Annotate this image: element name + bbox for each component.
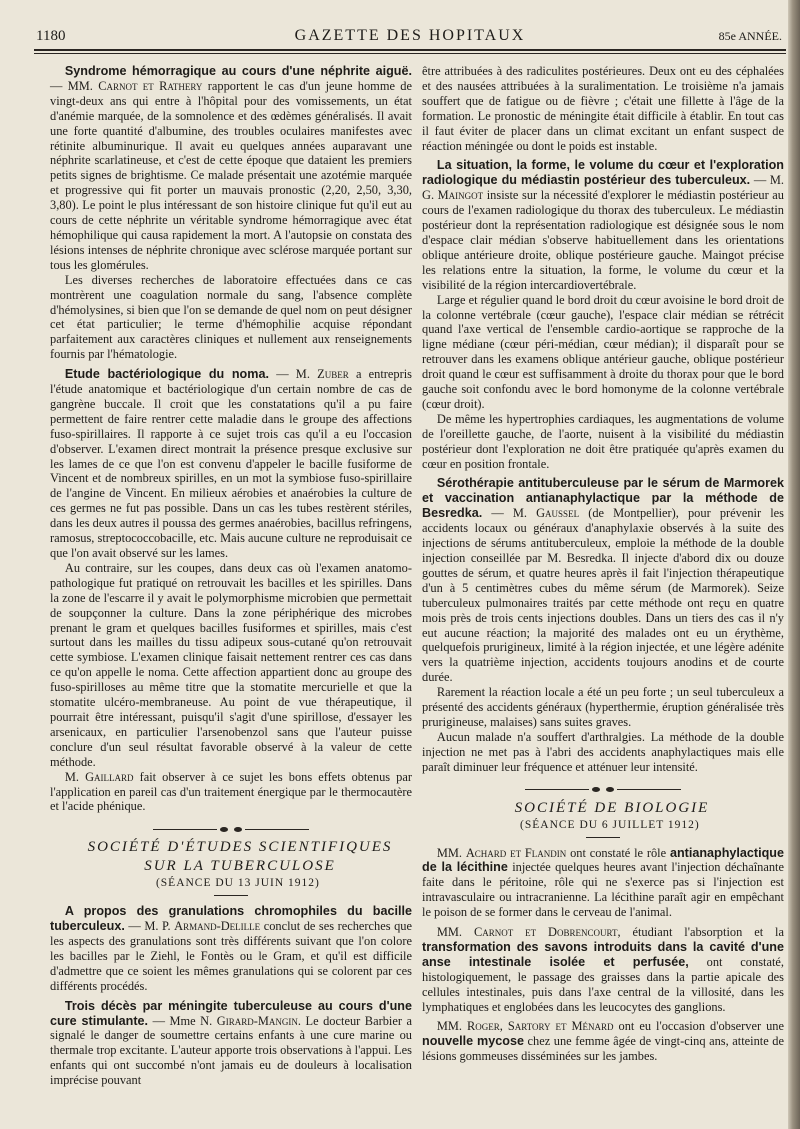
article-title: Etude bactériologique du noma. [64,367,269,382]
header-rule-thin [34,53,786,54]
page-number: 1180 [36,28,66,44]
article-authors: Carnot et Dobrencourt [473,925,618,940]
article-title: Sérothérapie antituberculeuse par le sérum de Marmorek et vaccination antianaphylactique par la méthode de Besredka. [422,476,784,521]
article-author: Zuber [317,367,349,382]
article-text: — Mme N. [148,1013,217,1028]
header-rule [34,49,786,51]
article-authors: Roger, Sartory et Ménard [467,1019,614,1034]
article-title: A propos des granulations chromophiles du bacille tuberculeux. [50,904,412,934]
article-text: . Le docteur Barbier a signalé le danger de soumettre certains enfants à une cure marine ou thermale trop excitante. L'auteur apporte trois observations à l'appui. Les enfants qui ont succombé n'ont jamais eu de douleurs à localisation imprécise pouvant [50,1013,412,1088]
article-granulations [50,904,412,993]
left-column [50,64,412,1088]
article-text: , étudiant l'absorption et la [617,925,784,940]
journal-title: GAZETTE DES HOPITAUX [294,27,526,44]
article-title: nouvelle mycose [422,1034,524,1049]
article-continuation: être attribuées à des radiculites postérieures. Deux ont eu des céphalées et des nausées attribuées à la suralimentation. Le troisième n'a jamais souffert que de fatigue ou de fièvre ; c'était une fillette à l'âge de la formation. Le pronostic de méningite était difficile à établir. En tout cas il faut éviter de placer dans un climat excitant un enfant suspect de réaction méningée ou dont le poids est instable. [422,64,784,153]
article-text: chez une femme âgée de vingt-cinq ans, atteinte de lésions gommeuses disséminées sur les jambes. [422,1034,784,1064]
section-title-line2: SUR LA TUBERCULOSE [144,858,336,875]
article-title: La situation, la forme, le volume du cœur et l'exploration radiologique du médiastin postérieur des tuberculeux. [422,158,784,188]
article-author: Gaillard [85,769,134,784]
article-text: MM. [436,1019,467,1034]
article-text: MM. [436,845,466,860]
article-paragraph: Large et régulier quand le bord droit du cœur avoisine le bord droit de la colonne vertébrale (cœur gauche), l'espace clair médian se rétrécit quand l'axe vertical de l'ensemble cardio-aortique se rapproche de la ligne médiane (cœur péri-médian, cœur médian); il disparaît pour se retrouver dans les examens oblique antérieur gauche, oblique postérieur droit quand le cœur est suffisamment à droite du thorax pour que le bord gauche soit confondu avec le bord homonyme de la colonne vertébrale (cœur droit). [422,292,784,411]
article-author: Armand-Delille [174,919,261,934]
article-text: rapportent le cas d'un jeune homme de vingt-deux ans qui entre à l'hôpital pour des vomissements, un état d'anémie marquée, de la somnolence et des œdèmes généralisés. Il avait une forte quantité d'albumine, des troubles oculaires manifestes avec rétinite albuminurique. Il avait eu quelques années auparavant une néphrite scarlatineuse, et c'est de cette époque que dataient les premiers petits signes de brightisme. Ce malade présentait une azotémie marquée et progressive qui fit porter un mauvais pronostic (2,20, 2,50, 3,30, 3,80). Le point le plus intéressant de son histoire clinique fut qu'il eut au cours de cette néphrite un véritable syndrome hémorragique avec état hémophilique qui causa rapidement la mort. A l'autopsie on constata des lésions intenses de néphrite chronique avec sclérose marquée portant sur tous les glomérules. [50,78,412,272]
article-paragraph: Au contraire, sur les coupes, dans deux cas où l'examen anatomo-pathologique fut pratiqué on retrouvait les bacilles et les spirilles. Dans la zone de l'escarre il y avait le polymorphisme microbien que permettait de soupçonner la culture. Dans la zone périphérique des microbes prenant le gram et quelques bacilles fusiformes et spirilles, mais c'est surtout dans les mailles du tissu adipeux sous-cutané qu'on retrouvait cette symbiose. L'examen clinique faisait nettement rentrer ces cas dans ce qu'on appelle le noma. Cette affection appartient donc au groupe des fuso-spirilloses au même titre que la stomatite mercurielle et que la stomatite ulcéro-membraneuse. Au point de vue thérapeutique, il pourrait être intéressant, puisqu'il s'agit d'une spirillose, d'essayer les arsenicaux, en particulier l'arsenobenzol sans que l'auteur puisse conclure d'un seul résultat favorable observé à la valeur de cette méthode. [50,560,412,769]
article-mediastinum [422,158,784,292]
section-date: (SÉANCE DU 13 JUIN 1912) [155,877,320,890]
section-ornament [422,785,784,793]
article-paragraph: Rarement la réaction locale a été un peu forte ; un seul tuberculeux a présenté des accidents généraux (hyperthermie, éruption généralisée très prurigineuse, malaises) sans suites graves. [422,685,784,729]
article-text: a entrepris l'étude anatomique et bactériologique d'un certain nombre de cas de gangrène buccale. Il croit que les constatations qu'il a pu faire permettent de faire rentrer cette maladie dans le groupe des affections fuso-spirillaires. Il rapporte à ce sujet trois cas qu'il a eu l'occasion d'observer. L'examen direct montrait la présence presque exclusive sur les lames de ce que l'on est convenu d'appeler le bacille fusiforme de Vincent et de nombreux spirilles, en un mot la symbiose fuso-spirillaire de l'angine de Vincent. En milieux aérobies et anaérobies la culture de ces germes ne fut pas possible. Dans un cas les tubes restèrent stériles, dans les deux autres il poussa des germes anaérobies, bacillus refringens, ramosus, streptococcobacille, etc. Mais aucune culture ne reproduisait ce que l'on avait observé sur les lames. [50,367,413,560]
page-edge [788,0,800,1129]
article-title: Trois décès par méningite tuberculeuse au cours d'une cure stimulante. [50,998,412,1028]
article-author: Gaussel [536,506,580,521]
section-rule [214,895,248,896]
article-title: Syndrome hémorragique au cours d'une néphrite aiguë. [64,64,412,78]
section-date: (SÉANCE DU 6 JUILLET 1912) [520,818,700,831]
article-meningitis [50,999,412,1088]
section-rule [586,837,620,838]
article-text: fait observer à ce sujet les bons effets obtenus par l'application en pareil cas d'un traitement énergique par le thermocautère et l'acide phénique. [50,769,412,814]
article-text: — M. [482,506,537,521]
article-serotherapy [422,476,784,685]
article-paragraph [50,770,412,815]
article-paragraph: Aucun malade n'a souffert d'arthralgies. La méthode de la double injection ne met pas à l'abri des accidents anaphylactiques mais elle paraît diminuer leur fréquence et atténuer leur intensité. [422,729,784,774]
article-lecithin [422,846,784,921]
article-authors: Achard et Flandin [465,845,567,860]
section-title: SOCIÉTÉ D'ÉTUDES SCIENTIFIQUES [87,839,393,856]
article-hemorrhagic-syndrome [50,64,412,273]
article-title: antianaphylactique de la lécithine [422,845,785,875]
article-paragraph: Les diverses recherches de laboratoire effectuées dans ce cas montrèrent une coagulation normale du sang, l'absence complète d'hémolysines, si bien que l'on se demande de quel nom on peut désigner cet état particulier; le terme d'hémophilie acquise répondant parfaitement aux caractères cliniques et nullement aux renseignements fournis par l'hématologie. [50,272,412,362]
article-text: ont eu l'occasion d'observer une [613,1019,784,1034]
article-text: MM. [436,925,474,940]
article-mycosis [422,1019,784,1064]
article-noma [50,367,412,561]
article-title: transformation des savons introduits dans la cavité d'une anse intestinale isolée et perfusée, [422,939,784,969]
section-title: SOCIÉTÉ DE BIOLOGIE [514,799,710,816]
article-author: Girard-Mangin [216,1013,298,1028]
article-paragraph: De même les hypertrophies cardiaques, les augmentations de volume de l'oreillette gauche, de l'aorte, nuisent à la visibilité du médiastin postérieur dont l'exploration ne doit être pratiquée qu'après examen du cœur en position frontale. [422,411,784,471]
section-ornament [50,824,412,832]
article-text: M. [64,769,86,784]
article-author: Maingot [437,188,484,203]
article-text: — M. [268,367,318,382]
article-text: — M. P. [124,919,175,934]
article-text: ont constaté le rôle [566,845,670,860]
article-authors: Carnot et Rathery [98,78,203,93]
right-column [422,64,784,1064]
article-soaps [422,925,784,1014]
article-text: injectée quelques heures avant l'injection déchaînante faite dans le péritoine, rôle qui ne s'exerce pas si l'injection est intravasculaire ou intracranienne. La lécithine paraît agir en empêchant le poison de se former dans le cerveau de l'animal. [422,860,784,920]
article-text: conclut de ses recherches que les aspects des granulations sont très différents suivant que l'on colore les bacilles par le Ziehl, le Fontès ou le Gram, et qu'il est difficile d'admettre que ce soient les mêmes granulations qui se colorent par ces différents procédés. [50,919,413,993]
page-header [34,26,786,46]
article-text: insiste sur la nécessité d'explorer le médiastin postérieur au cours de l'examen radiologique du thorax des tuberculeux. Le médiastin postérieur dont la représentation radiologique est désignée sous le nom d'espace clair médian s'observe habituellement dans les orientations oblique antérieure droite, oblique postérieure gauche. Maingot précise les relations entre la situation, la forme, le volume du cœur et la visibilité de la région intercardiovertébrale. [422,188,784,292]
volume-year: 85e ANNÉE. [718,29,782,43]
article-text: ont constaté, histologiquement, le passage des graisses dans la partie apicale des cellules intestinales, puis dans l'axe central de la villosité, dans les lymphatiques et englobées dans les leucocytes des ganglions. [422,954,784,1014]
article-text: (de Montpellier), pour prévenir les accidents locaux ou généraux d'anaphylaxie observés à la suite des injections de sérums antituberculeux, emploie la méthode de la double injection conseillée par M. Besredka. Il injecte d'abord dix ou douze gouttes de sérum, et quatre heures après il fait l'injection thérapeutique d'un à 5 centimètres cubes du même sérum (de Marmorek). Seize tuberculeux pulmonaires traités par cette méthode ont reçu en quatre mois près de trois cents injections doubles. Dans un tiers des cas il n'y eut aucune réaction; la majorité des malades ont eu un érythème, quelquefois prurigineux, limité à la région injectée, et une légère adénite vers la quatrième injection, accidents toujours anodins et de courte durée. [422,506,784,685]
article-text: — M. G. [422,173,784,203]
article-text: — MM. [50,78,99,93]
